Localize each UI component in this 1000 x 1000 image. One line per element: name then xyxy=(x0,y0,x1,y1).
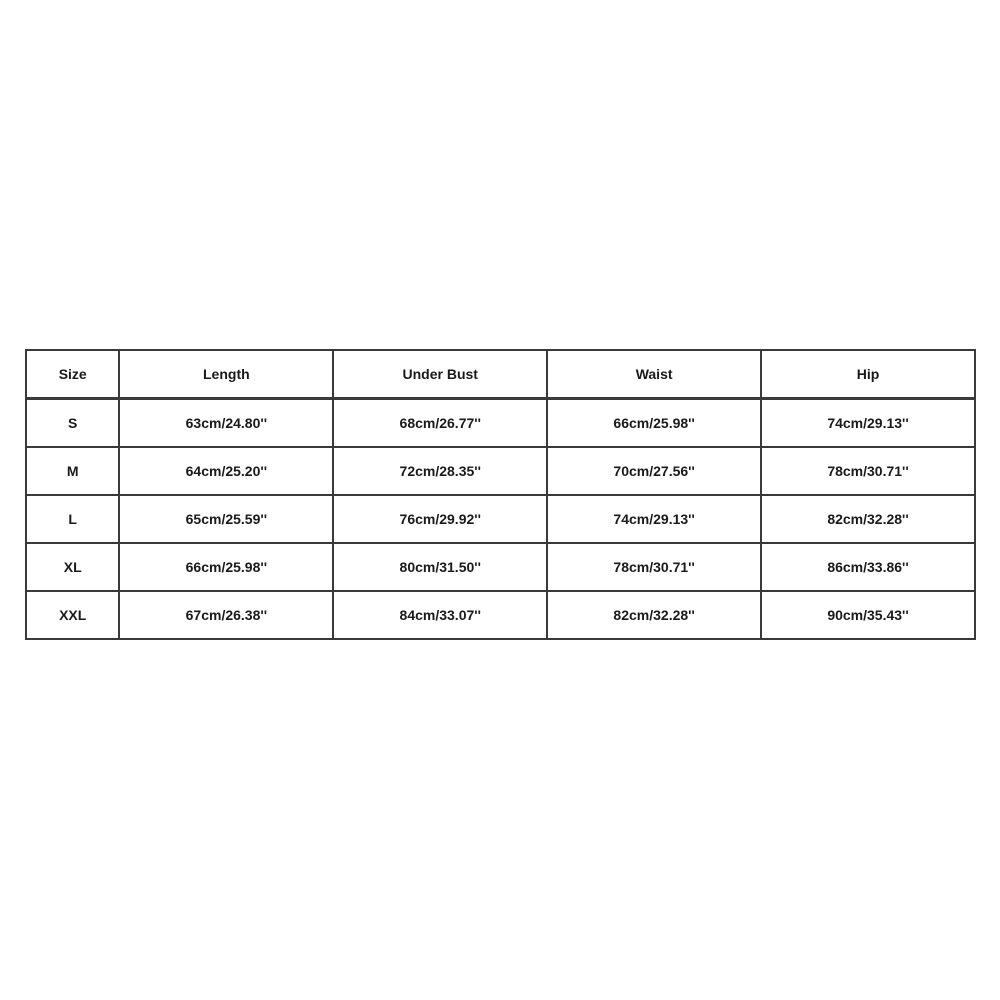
table-row xyxy=(26,447,975,495)
waist-cell: 78cm/30.71'' xyxy=(547,543,761,591)
header-under-bust: Under Bust xyxy=(333,350,547,399)
length-cell: 67cm/26.38'' xyxy=(119,591,333,639)
waist-cell: 82cm/32.28'' xyxy=(547,591,761,639)
under-bust-cell: 76cm/29.92'' xyxy=(333,495,547,543)
size-chart-header xyxy=(26,350,975,399)
header-hip: Hip xyxy=(761,350,975,399)
header-row xyxy=(26,350,975,399)
table-row xyxy=(26,543,975,591)
table-row xyxy=(26,591,975,639)
hip-cell: 82cm/32.28'' xyxy=(761,495,975,543)
hip-cell: 86cm/33.86'' xyxy=(761,543,975,591)
header-waist: Waist xyxy=(547,350,761,399)
under-bust-cell: 68cm/26.77'' xyxy=(333,399,547,448)
size-cell: XXL xyxy=(26,591,119,639)
hip-cell: 74cm/29.13'' xyxy=(761,399,975,448)
hip-cell: 78cm/30.71'' xyxy=(761,447,975,495)
size-cell: XL xyxy=(26,543,119,591)
waist-cell: 66cm/25.98'' xyxy=(547,399,761,448)
size-chart-body xyxy=(26,399,975,640)
under-bust-cell: 84cm/33.07'' xyxy=(333,591,547,639)
size-cell: L xyxy=(26,495,119,543)
hip-cell: 90cm/35.43'' xyxy=(761,591,975,639)
size-cell: S xyxy=(26,399,119,448)
length-cell: 65cm/25.59'' xyxy=(119,495,333,543)
length-cell: 63cm/24.80'' xyxy=(119,399,333,448)
waist-cell: 70cm/27.56'' xyxy=(547,447,761,495)
size-chart-table xyxy=(25,349,976,640)
length-cell: 66cm/25.98'' xyxy=(119,543,333,591)
header-size: Size xyxy=(26,350,119,399)
table-row xyxy=(26,399,975,448)
waist-cell: 74cm/29.13'' xyxy=(547,495,761,543)
under-bust-cell: 80cm/31.50'' xyxy=(333,543,547,591)
size-cell: M xyxy=(26,447,119,495)
length-cell: 64cm/25.20'' xyxy=(119,447,333,495)
header-length: Length xyxy=(119,350,333,399)
under-bust-cell: 72cm/28.35'' xyxy=(333,447,547,495)
table-row xyxy=(26,495,975,543)
